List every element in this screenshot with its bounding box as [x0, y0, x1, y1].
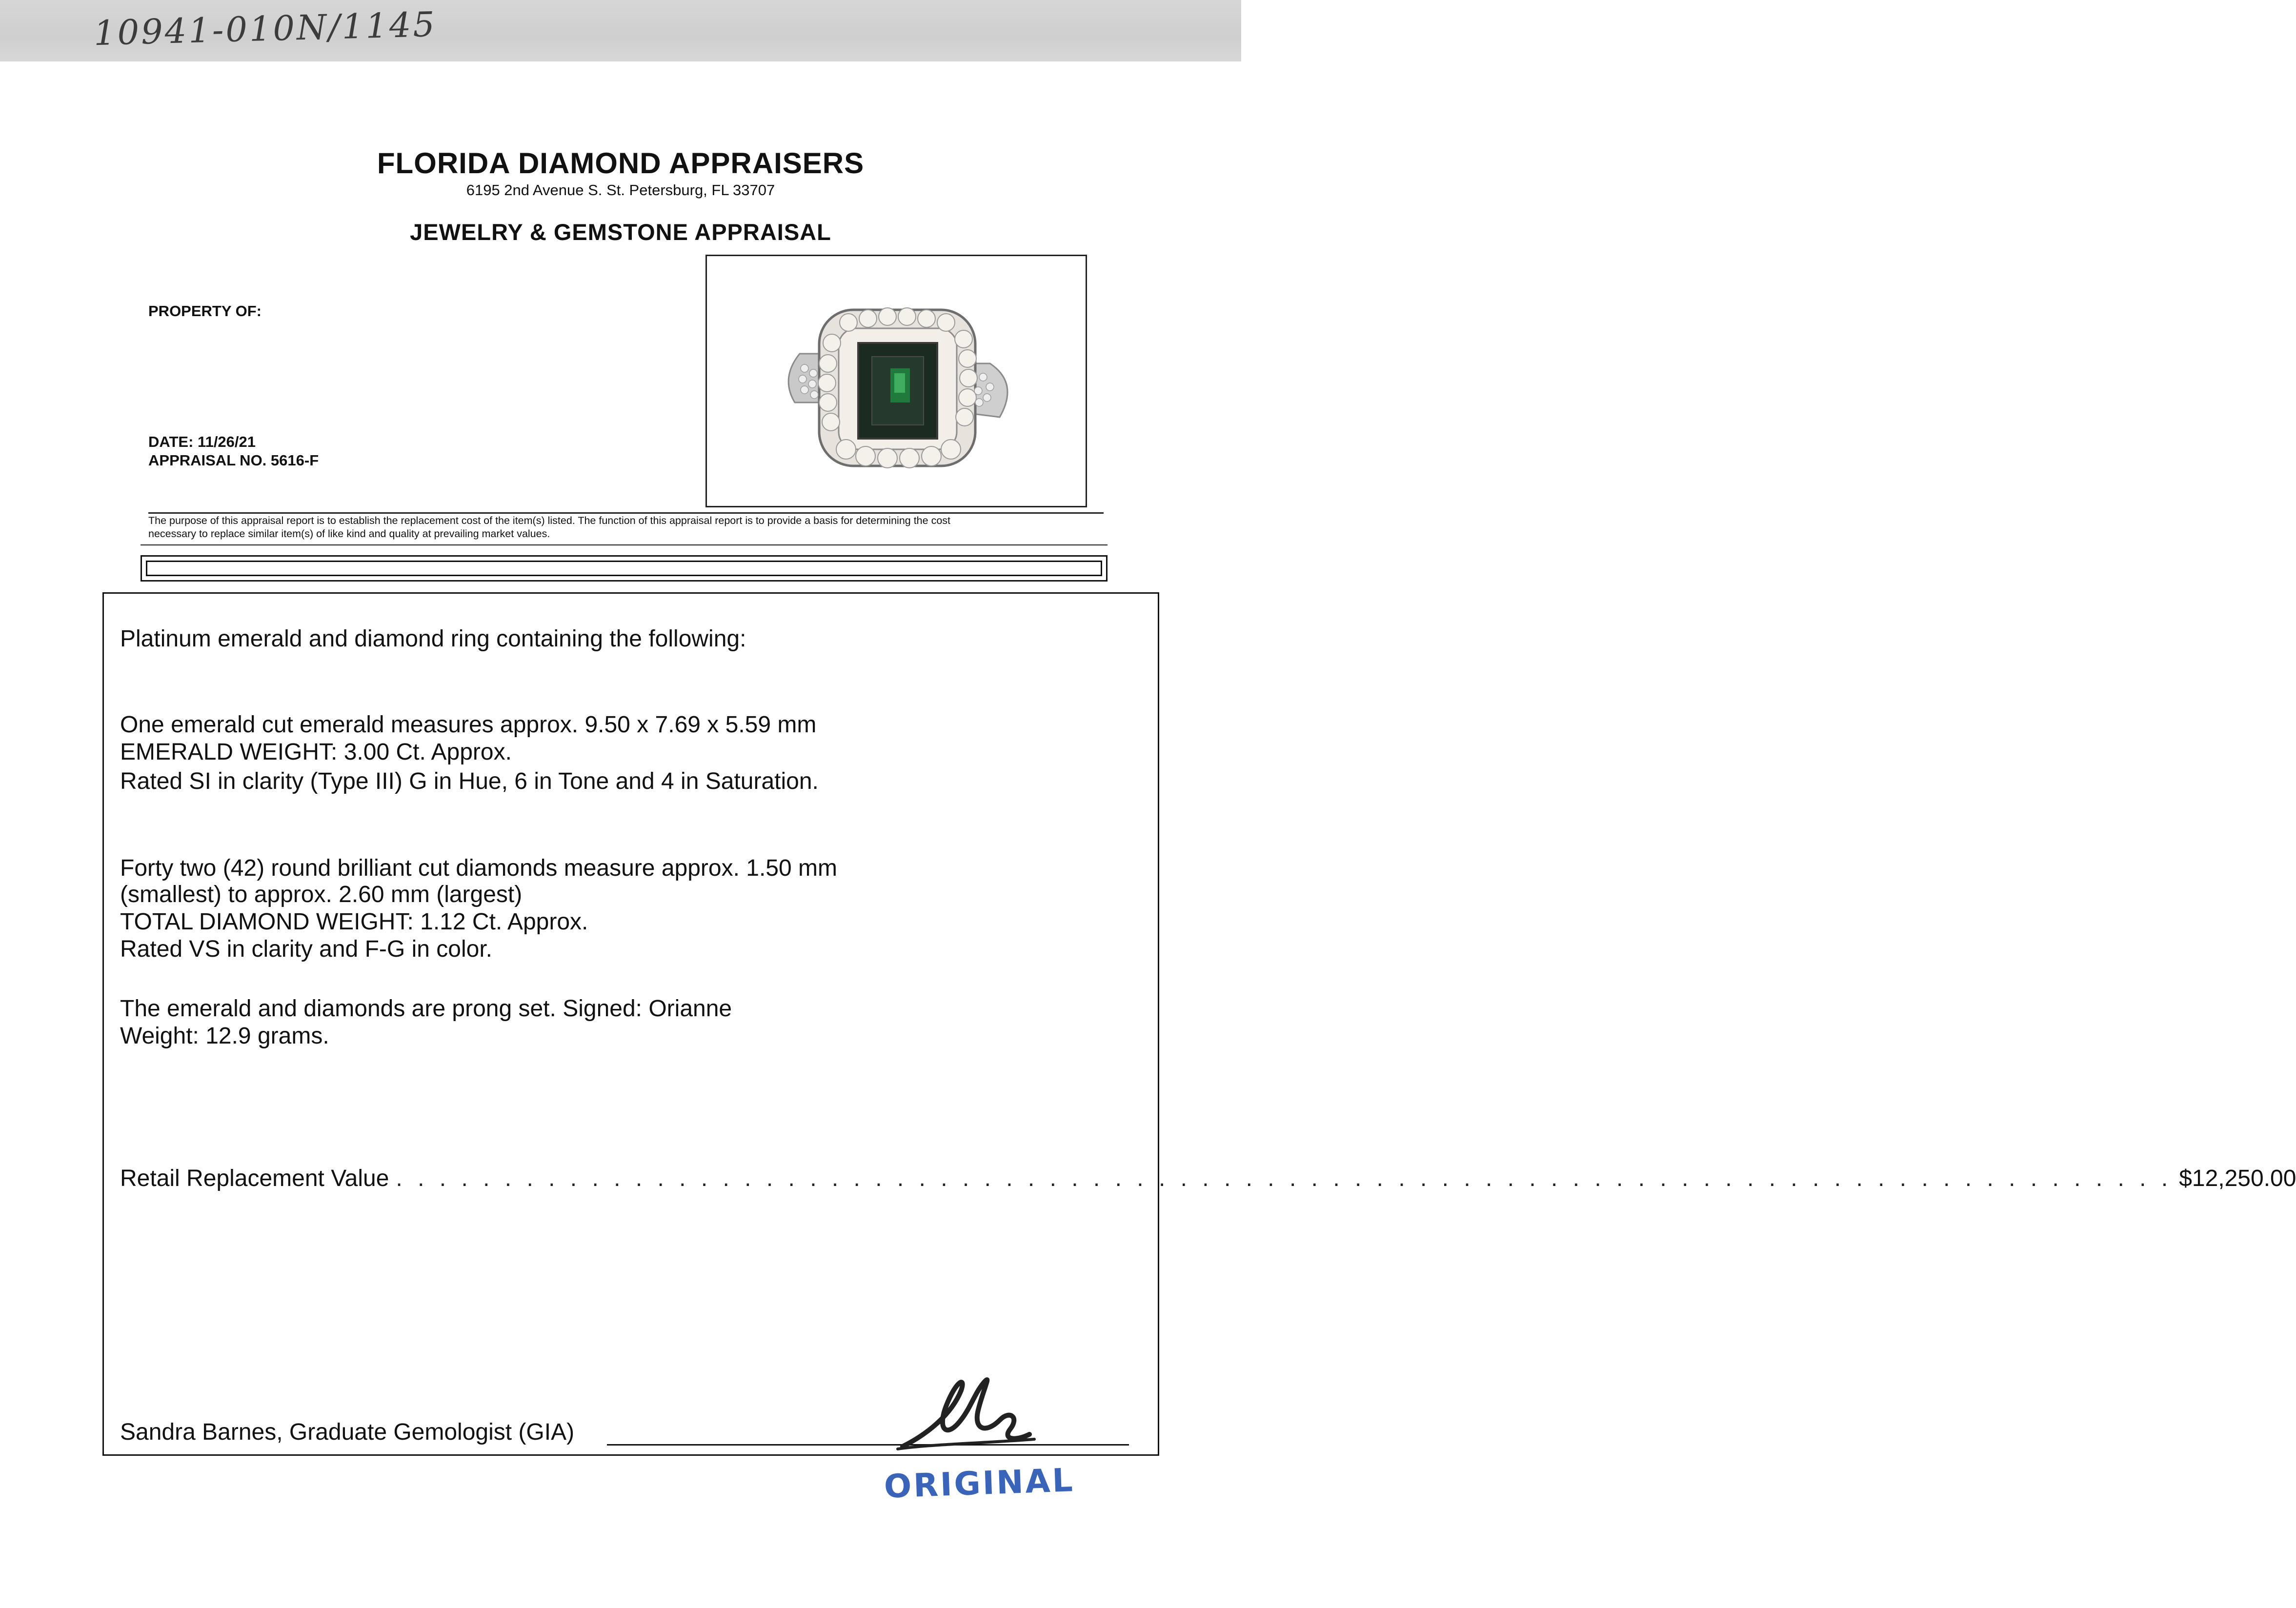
banner-inner-border — [146, 561, 1102, 576]
ring-photo — [705, 255, 1087, 507]
setting-description: The emerald and diamonds are prong set. Signed: Orianne — [120, 996, 732, 1022]
double-rule-banner — [141, 555, 1108, 582]
purpose-statement — [148, 514, 1105, 541]
purpose-bottom-divider — [141, 544, 1108, 545]
value-label: Retail Replacement Value — [120, 1166, 389, 1191]
diamond-measurements-2: (smallest) to approx. 2.60 mm (largest) — [120, 882, 523, 907]
company-name: FLORIDA DIAMOND APPRAISERS — [377, 147, 865, 180]
value-leader-dots: . . . . . . . . . . . . . . . . . . . . . . . . . . . . . . . . . . . . . . . . . . . . . . . . . . . . . . . . . . . . . . . . . . . . . . . . . . . . . . . . . . — [396, 1166, 2173, 1191]
emerald-measurements: One emerald cut emerald measures approx. 9.50 x 7.69 x 5.59 mm — [120, 712, 817, 738]
property-of-label: PROPERTY OF: — [148, 302, 262, 320]
handwritten-reference-number: 10941-010N/1145 — [93, 4, 437, 54]
retail-replacement-value — [120, 1165, 2296, 1192]
report-title: JEWELRY & GEMSTONE APPRAISAL — [410, 219, 831, 245]
date-value: 11/26/21 — [198, 433, 256, 450]
appraiser-name: Sandra Barnes, Graduate Gemologist (GIA) — [120, 1419, 575, 1445]
diamond-rating: Rated VS in clarity and F-G in color. — [120, 936, 492, 962]
handwritten-signature — [888, 1361, 1044, 1459]
ring-weight: Weight: 12.9 grams. — [120, 1023, 329, 1049]
ring-illustration — [707, 256, 1086, 506]
purpose-divider — [148, 512, 1104, 514]
purpose-line-1: The purpose of this appraisal report is to establish the replacement cost of the item(s) listed. The function of this appraisal report is to provide a basis for determining the cost — [148, 515, 950, 526]
date-line — [148, 433, 256, 451]
diamond-measurements-1: Forty two (42) round brilliant cut diamonds measure approx. 1.50 mm — [120, 855, 837, 881]
appraisal-number-label: APPRAISAL NO. — [148, 452, 267, 469]
emerald-rating: Rated SI in clarity (Type III) G in Hue, 6 in Tone and 4 in Saturation. — [120, 768, 819, 794]
company-address: 6195 2nd Avenue S. St. Petersburg, FL 33707 — [466, 181, 775, 199]
original-stamp: ORIGINAL — [883, 1461, 1075, 1506]
appraisal-number-value: 5616-F — [270, 452, 319, 469]
diamond-weight: TOTAL DIAMOND WEIGHT: 1.12 Ct. Approx. — [120, 909, 588, 935]
purpose-line-2: necessary to replace similar item(s) of like kind and quality at prevailing market values. — [148, 528, 550, 540]
value-amount: $12,250.00 — [2179, 1166, 2296, 1191]
date-label: DATE: — [148, 433, 194, 450]
item-intro: Platinum emerald and diamond ring containing the following: — [120, 626, 746, 652]
signature-line — [607, 1444, 1129, 1446]
appraisal-number-line — [148, 452, 319, 469]
emerald-weight: EMERALD WEIGHT: 3.00 Ct. Approx. — [120, 739, 512, 765]
